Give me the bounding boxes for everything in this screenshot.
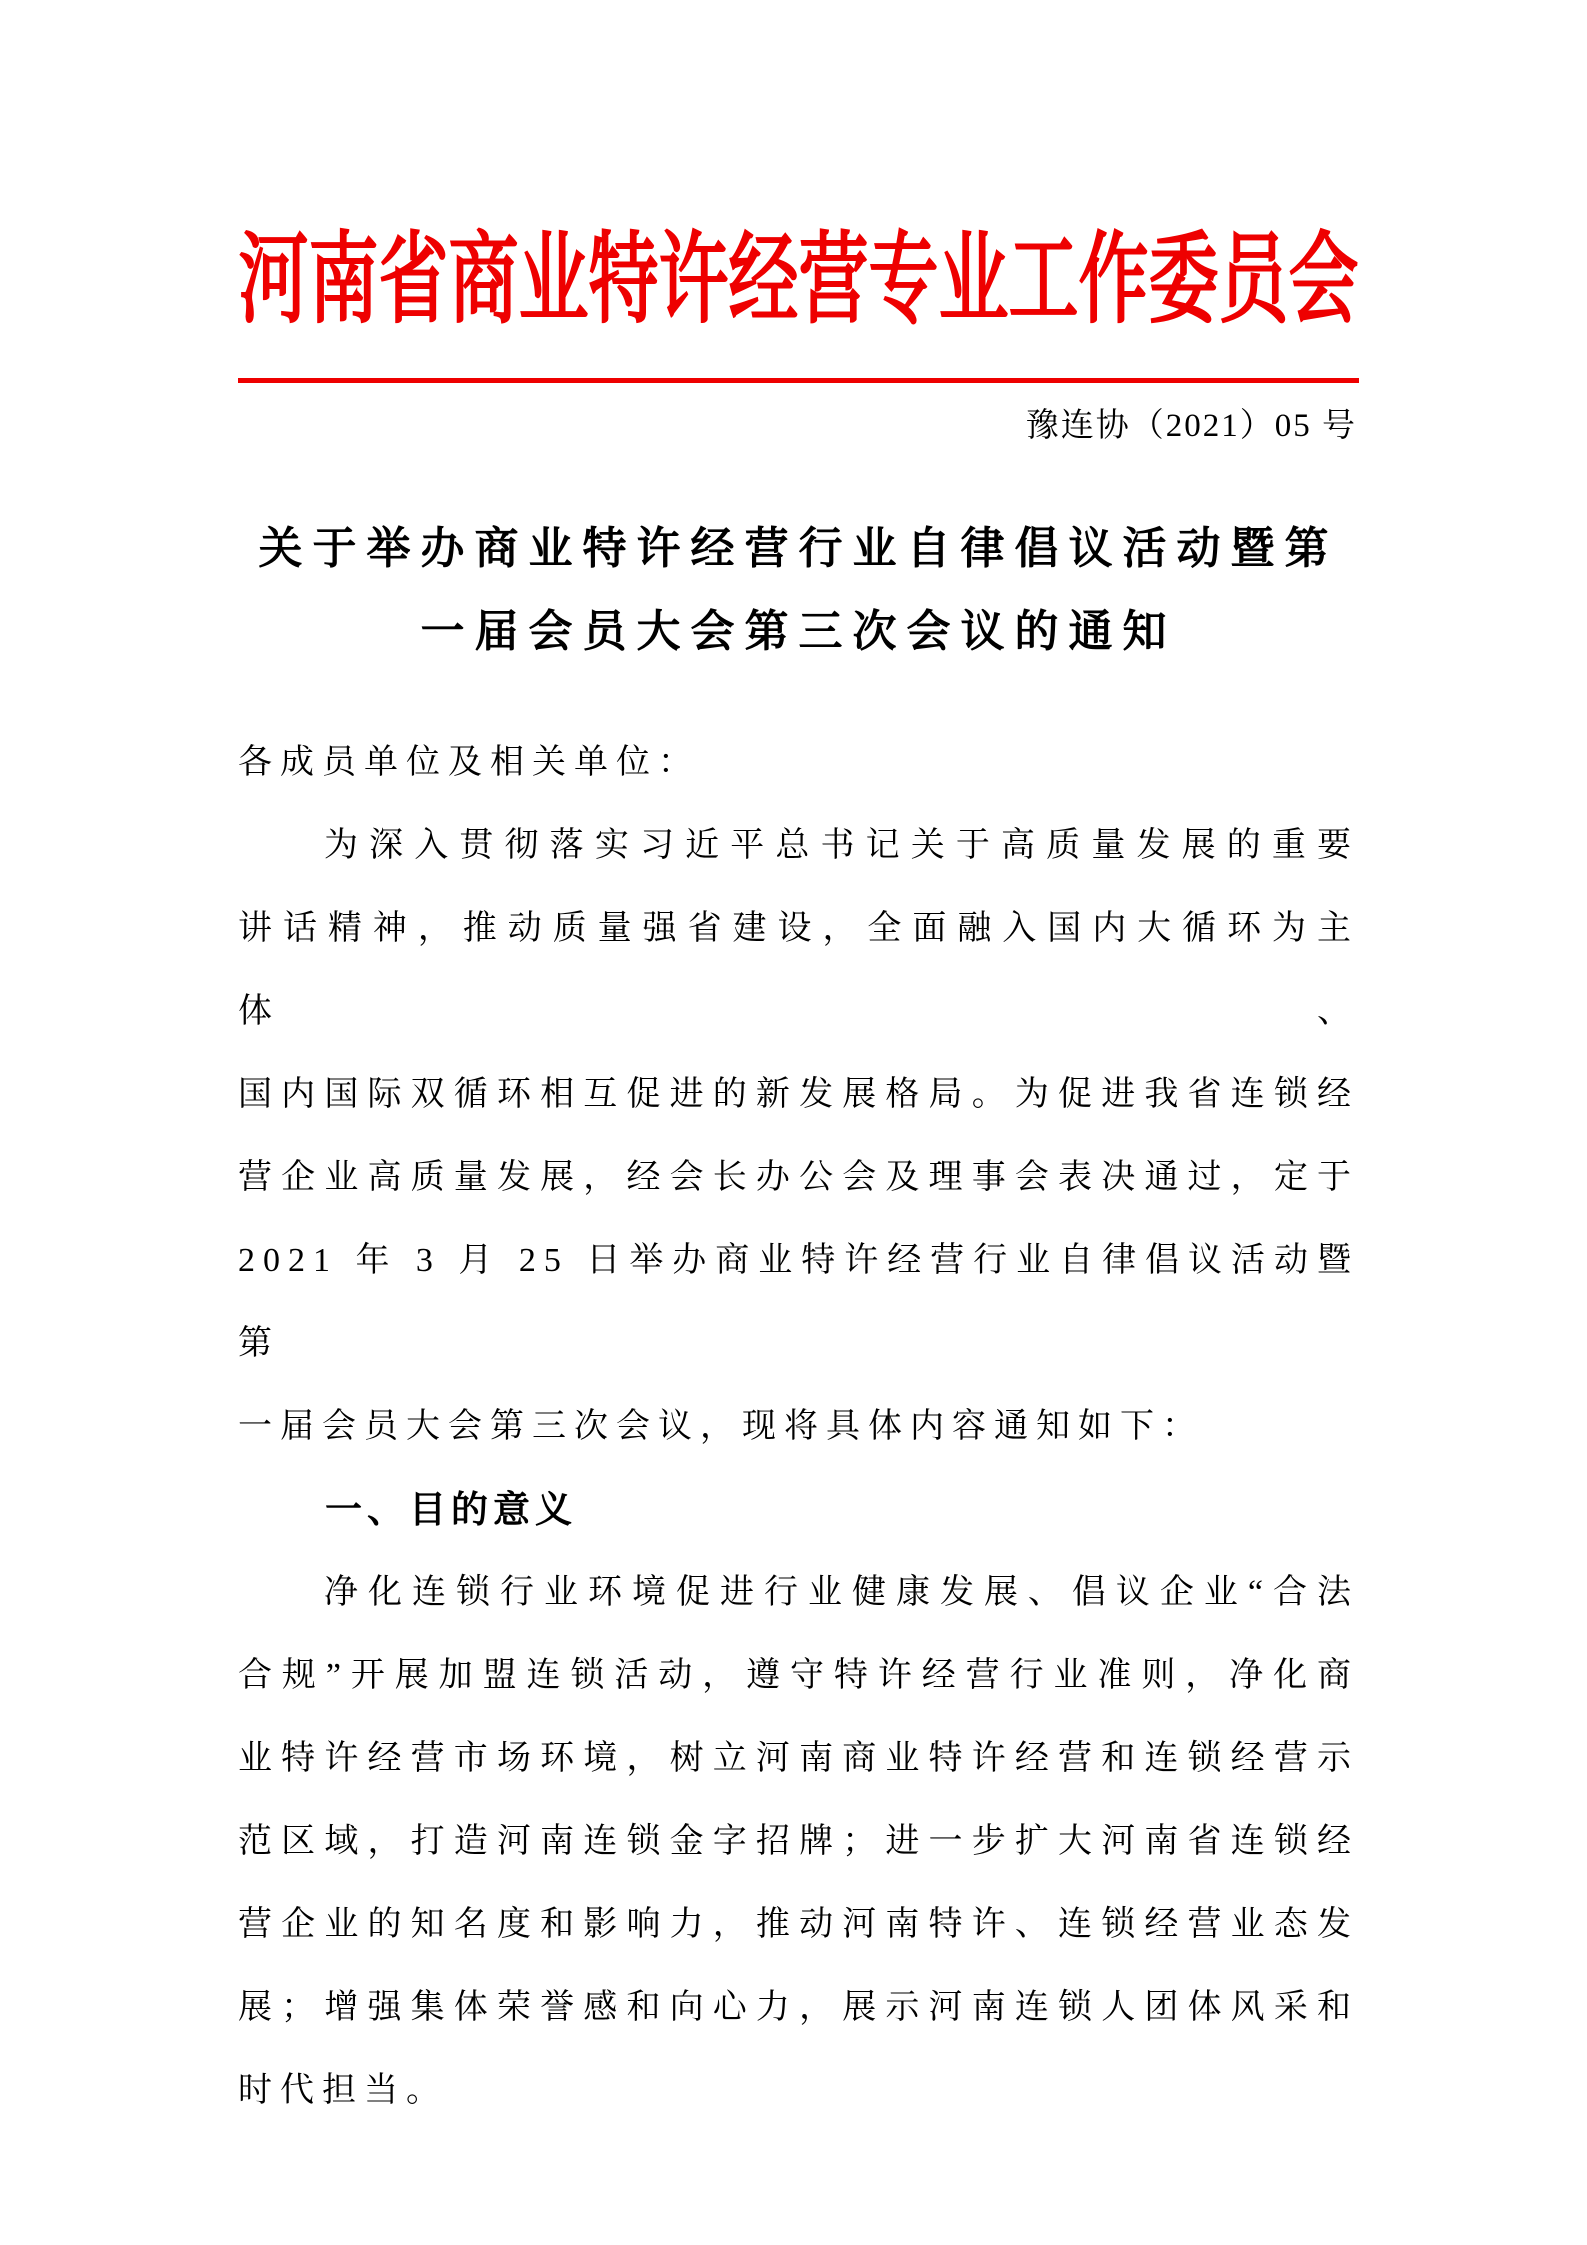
body-line: 净化连锁行业环境促进行业健康发展、倡议企业“合法 (324, 1574, 1359, 1611)
body-line: 营企业的知名度和影响力，推动河南特许、连锁经营业态发 (238, 1906, 1359, 1943)
body-line: 时代担当。 (238, 2072, 448, 2109)
body-line: 讲话精神，推动质量强省建设，全面融入国内大循环为主体、 (238, 910, 1359, 1030)
body-line: 合规”开展加盟连锁活动，遵守特许经营行业准则，净化商 (238, 1657, 1359, 1694)
document-content (238, 186, 1359, 2132)
body-line: 各成员单位及相关单位： (238, 744, 700, 781)
body-line: 范区域，打造河南连锁金字招牌；进一步扩大河南省连锁经 (238, 1823, 1359, 1860)
section-heading: 一、目的意义 (325, 1489, 577, 1530)
body-line: 业特许经营市场环境，树立河南商业特许经营和连锁经营示 (238, 1740, 1359, 1777)
doc-number: 豫连协（2021）05 号 (1025, 408, 1357, 444)
document-body (238, 721, 1359, 2132)
body-line: 2021 年 3 月 25 日举办商业特许经营行业自律倡议活动暨第 (238, 1242, 1359, 1362)
letterhead (238, 186, 1359, 356)
body-line: 一届会员大会第三次会议，现将具体内容通知如下： (238, 1408, 1204, 1445)
body-line: 为深入贯彻落实习近平总书记关于高质量发展的重要 (324, 827, 1359, 864)
doc-title-line-2: 一届会员大会第三次会议的通知 (420, 607, 1177, 656)
letterhead-divider-line (238, 378, 1359, 383)
letterhead-org-name: 河南省商业特许经营专业工作委员会 (238, 226, 1359, 336)
doc-title (238, 507, 1359, 673)
body-line: 展；增强集体荣誉感和向心力，展示河南连锁人团体风采和 (238, 1989, 1359, 2026)
body-line: 国内国际双循环相互促进的新发展格局。为促进我省连锁经 (238, 1076, 1359, 1113)
body-line: 营企业高质量发展，经会长办公会及理事会表决通过，定于 (238, 1159, 1359, 1196)
doc-title-line-1: 关于举办商业特许经营行业自律倡议活动暨第 (258, 524, 1339, 573)
